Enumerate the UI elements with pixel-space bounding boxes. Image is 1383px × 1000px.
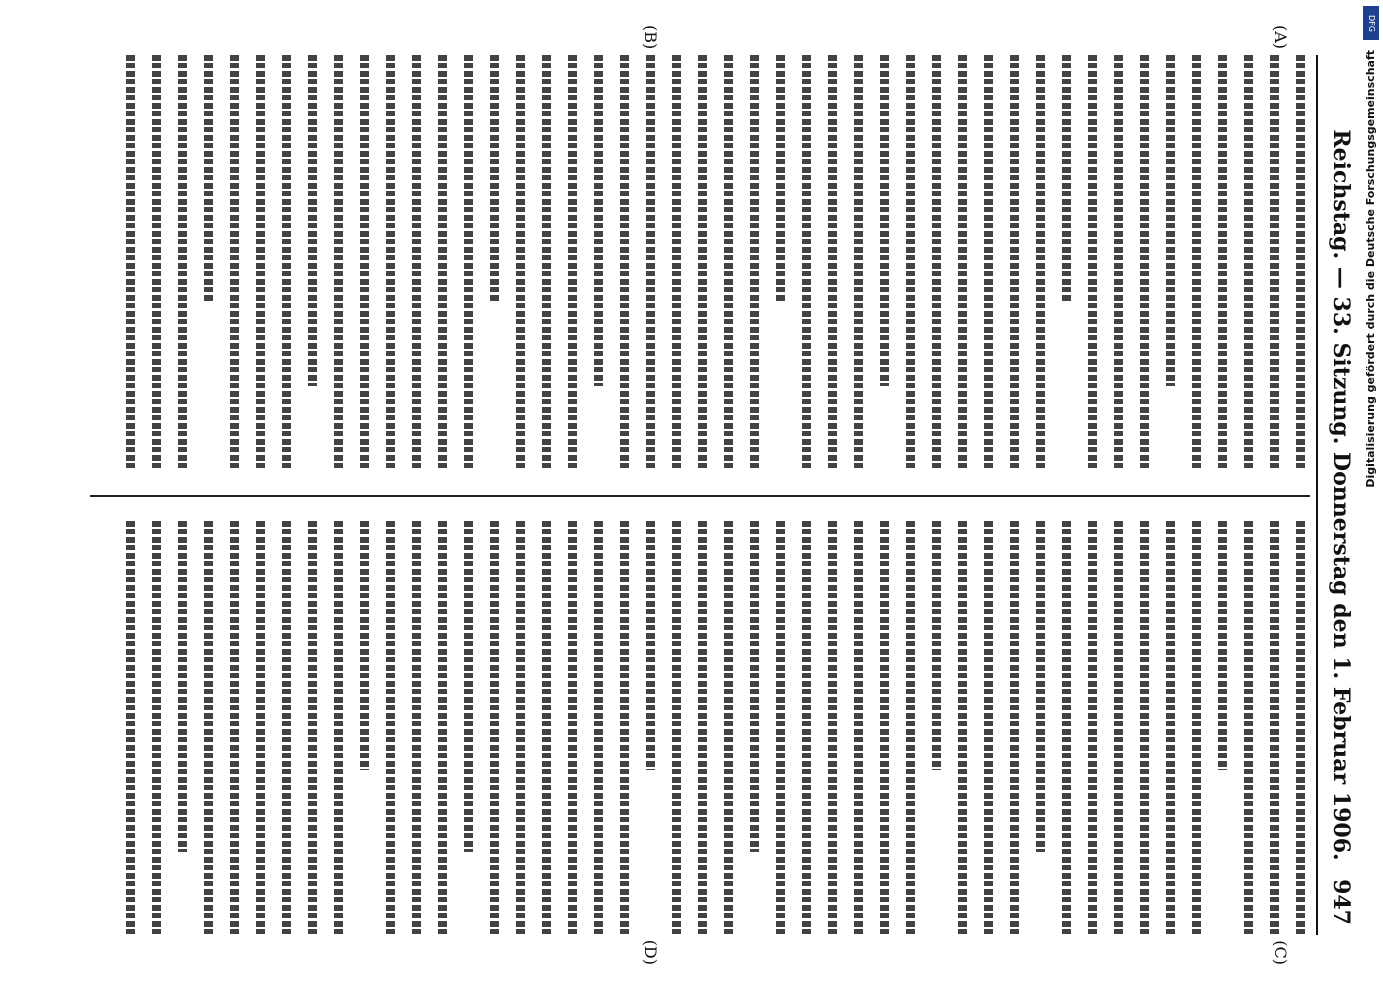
text-line (412, 521, 421, 935)
margin-marker-c: (C) (1271, 940, 1290, 965)
text-line (1010, 521, 1019, 935)
text-line (1244, 521, 1253, 935)
text-line (464, 521, 473, 852)
text-line (594, 521, 603, 935)
text-line (698, 521, 707, 935)
text-line (516, 55, 525, 469)
text-line (1062, 521, 1071, 935)
text-line (932, 521, 941, 769)
running-title: Reichstag. — 33. Sitzung. Donnerstag den 1. Februar 1906. (1328, 129, 1354, 861)
text-line (464, 55, 473, 469)
margin-marker-b: (B) (641, 25, 660, 50)
text-line (958, 521, 967, 935)
text-line (1270, 55, 1279, 469)
text-line (646, 55, 655, 469)
text-line (984, 521, 993, 935)
text-line (438, 521, 447, 935)
text-line (724, 521, 733, 935)
text-line (230, 521, 239, 935)
text-line (204, 521, 213, 935)
text-line (802, 55, 811, 469)
text-line (1036, 55, 1045, 469)
dfg-logo: DFG (1363, 6, 1379, 40)
text-line (282, 521, 291, 935)
text-line (1296, 521, 1305, 935)
text-line (880, 55, 889, 386)
text-line (490, 521, 499, 935)
column-rule (90, 495, 1310, 497)
text-line (490, 55, 499, 303)
text-line (1010, 55, 1019, 469)
text-line (282, 55, 291, 469)
text-line (854, 521, 863, 935)
text-line (672, 521, 681, 935)
text-line (334, 55, 343, 469)
text-line (620, 55, 629, 469)
text-line (594, 55, 603, 386)
text-line (1166, 55, 1175, 386)
text-line (1244, 55, 1253, 469)
text-line (750, 55, 759, 469)
text-line (828, 521, 837, 935)
text-line (1036, 521, 1045, 852)
text-line (906, 55, 915, 469)
text-line (750, 521, 759, 852)
text-line (1192, 55, 1201, 469)
text-line (256, 521, 265, 935)
text-line (1140, 55, 1149, 469)
text-line (386, 521, 395, 935)
text-line (1218, 55, 1227, 469)
text-line (1114, 55, 1123, 469)
text-line (932, 55, 941, 469)
text-line (360, 55, 369, 469)
page-header (1320, 55, 1360, 935)
text-line (178, 55, 187, 469)
text-line (542, 521, 551, 935)
text-line (1296, 55, 1305, 469)
page-number: 947 (1328, 879, 1354, 925)
text-line (204, 55, 213, 303)
text-line (126, 55, 135, 469)
text-line (516, 521, 525, 935)
left-column (90, 55, 1305, 469)
text-line (958, 55, 967, 469)
document-page (90, 25, 1360, 965)
text-line (1270, 521, 1279, 935)
text-line (906, 521, 915, 935)
text-line (568, 521, 577, 935)
text-line (1166, 521, 1175, 935)
text-line (880, 521, 889, 935)
text-line (776, 521, 785, 935)
text-line (1218, 521, 1227, 769)
text-line (1088, 55, 1097, 469)
text-line (308, 521, 317, 935)
text-line (152, 521, 161, 935)
funding-notice: Digitalisierung gefördert durch die Deutsche Forschungsgemeinschaft (1364, 50, 1377, 488)
header-rule (1316, 55, 1318, 935)
text-line (412, 55, 421, 469)
text-line (646, 521, 655, 769)
text-line (308, 55, 317, 386)
text-line (984, 55, 993, 469)
text-line (334, 521, 343, 935)
text-line (1062, 55, 1071, 303)
right-column (90, 521, 1305, 935)
text-line (1114, 521, 1123, 935)
text-line (178, 521, 187, 852)
text-line (854, 55, 863, 469)
text-line (152, 55, 161, 469)
text-line (126, 521, 135, 935)
text-line (386, 55, 395, 469)
margin-marker-a: (A) (1271, 25, 1290, 50)
text-line (1192, 521, 1201, 935)
text-line (1140, 521, 1149, 935)
text-line (1088, 521, 1097, 935)
text-line (542, 55, 551, 469)
text-line (360, 521, 369, 769)
text-line (724, 55, 733, 469)
text-line (776, 55, 785, 303)
text-line (828, 55, 837, 469)
text-line (256, 55, 265, 469)
text-line (672, 55, 681, 469)
text-line (620, 521, 629, 935)
text-line (230, 55, 239, 469)
margin-marker-d: (D) (641, 939, 660, 965)
text-line (568, 55, 577, 469)
text-line (698, 55, 707, 469)
text-line (438, 55, 447, 469)
text-line (802, 521, 811, 935)
